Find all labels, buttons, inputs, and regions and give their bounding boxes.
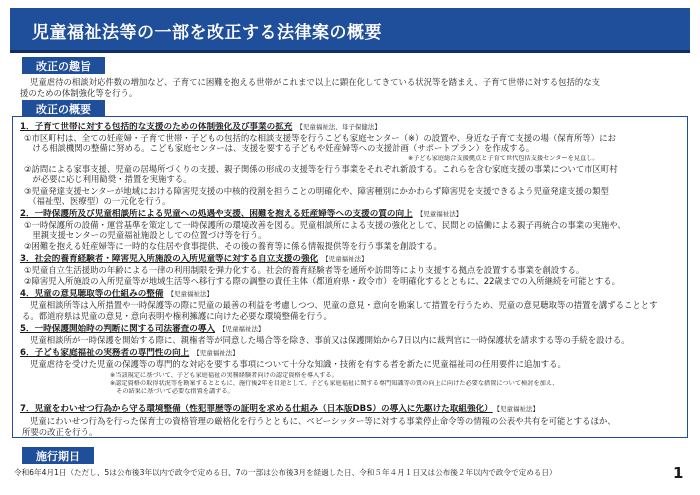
item-4-title: 4．児童の意見聴取等の仕組みの整備 【児童福祉法】	[20, 289, 213, 299]
item-2-line: 里親支援センターの児童福祉施設としての位置づけ等を行う。	[24, 230, 267, 240]
item-3-title: 3．社会的養育経験者・障害児入所施設の入所児童等に対する自立支援の強化 【児童福祉法】	[20, 254, 368, 264]
overview-heading: 改正の概要	[22, 100, 105, 117]
item-6-note: ※認定資格の取得状況等を勘案するとともに、施行後2年を目途として、子ども家庭福祉に関する専門知識等の質の向上に向けた必要な措置について検討を加え、	[110, 380, 559, 387]
item-7-title: 7．児童をわいせつ行為から守る環境整備（性犯罪歴等の証明を求める仕組み（日本版DBS）の導入に先駆けた取組強化） 【児童福祉法】	[20, 404, 539, 414]
purpose-text-line2: 援のための体制強化等を行う。	[20, 88, 138, 98]
item-1-line: が必要に応じ利用勧奨・措置を実施する。	[24, 174, 192, 184]
item-5-title: 5．一時保護開始時の判断に関する司法審査の導入 【児童福祉法】	[20, 324, 265, 334]
item-2-line: ①一時保護所の設備・運営基準を策定して一時保護所の環境改善を図る。児童相談所による支援の強化として、民間との協働による親子再統合の事業の実施や、	[24, 220, 626, 230]
enforcement-heading: 施行期日	[22, 447, 94, 464]
purpose-text-line1: 児童虐待の相談対応件数の増加など、子育てに困難を抱える世帯がこれまで以上に顕在化してきている状況等を踏まえ、子育て世帯に対する包括的な支	[30, 77, 600, 87]
item-6-line: 児童虐待を受けた児童の保護等の専門的な対応を要する事項について十分な知識・技術を有する者を新たに児童福祉司の任用要件に追加する。	[30, 359, 566, 369]
item-1-line: ③児童発達支援センターが地域における障害児支援の中核的役割を担うことの明確化や、障害種別にかかわらず障害児を支援できるよう児童発達支援の類型	[24, 186, 609, 196]
item-1-title: 1．子育て世帯に対する包括的な支援のための体制強化及び事業の拡充 【児童福祉法、母子保健法】	[20, 122, 381, 132]
item-5-line: 児童相談所が一時保護を開始する際に、親権者等が同意した場合等を除き、事前又は保護開始から7日以内に裁判官に一時保護状を請求する等の手続を設ける。	[30, 335, 630, 345]
item-1-note: ※子ども家庭総合支援拠点と子育て世代包括支援センターを見直し。	[408, 155, 599, 162]
item-2-title: 2．一時保護所及び児童相談所による児童への処遇や支援、困難を抱える妊産婦等への支援の質の向上 【児童福祉法】	[20, 209, 463, 219]
item-4-line: 児童相談所等は入所措置や一時保護等の際に児童の最善の利益を考慮しつつ、児童の意見・意向を勘案して措置を行うため、児童の意見聴取等の措置を講ずることとす	[30, 300, 658, 310]
page-title: 児童福祉法等の一部を改正する法律案の概要	[32, 23, 382, 43]
item-1-line: ②訪問による家事支援、児童の居場所づくりの支援、親子関係の形成の支援等を行う事業をそれぞれ新設する。これらを含む家庭支援の事業について市区町村	[24, 164, 618, 174]
item-6-note: ※当該規定に基づいて、子ども家庭福祉の実務経験者向けの認定資格を導入する。	[110, 372, 338, 379]
item-1-line: ける相談機関の整備に努める。こども家庭センターは、支援を要する子どもや妊産婦等への支援計画（サポートプラン）を作成する。	[24, 143, 535, 153]
item-2-line: ②困難を抱える妊産婦等に一時的な住居や食事提供、その後の養育等に係る情報提供等を行う事業を創設する。	[24, 241, 442, 251]
item-7-line: 所要の改正を行う。	[22, 427, 98, 437]
item-7-line: 児童にわいせつ行為を行った保育士の資格管理の厳格化を行うとともに、ベビーシッター等に対する事業停止命令等の情報の公表や共有を可能とするほか、	[30, 416, 616, 426]
item-3-line: ①児童自立生活援助の年齢による一律の利用制限を弾力化する。社会的養育経験者等を通所や訪問等により支援する拠点を設置する事業を創設する。	[24, 265, 585, 275]
item-6-title: 6．子ども家庭福祉の実務者の専門性の向上 【児童福祉法】	[20, 348, 239, 358]
enforcement-text: 令和6年4月1日（ただし、5は公布後3年以内で政令で定める日、7の一部は公布後3月を経過した日、令和５年４月１日又は公布後２年以内で政令で定める日）	[14, 468, 557, 477]
item-6-note: その結果に基づいて必要な措置を講ずる。	[110, 388, 234, 395]
item-1-line: ①市区町村は、全ての妊産婦・子育て世帯・子どもの包括的な相談支援等を行うこども家庭センター（※）の設置や、身近な子育て支援の場（保育所等）にお	[24, 133, 616, 143]
title-bar	[10, 8, 690, 53]
page-number: 1	[673, 464, 684, 482]
purpose-heading: 改正の趣旨	[22, 57, 105, 74]
item-3-line: ②障害児入所施設の入所児童等が地域生活等へ移行する際の調整の責任主体（都道府県・政令市）を明確化するとともに、22歳までの入所継続を可能とする。	[24, 276, 621, 286]
item-1-line: （福祉型、医療型）の一元化を行う。	[24, 196, 171, 206]
item-4-line: る。都道府県は児童の意見・意向表明や権利擁護に向けた必要な環境整備を行う。	[22, 311, 332, 321]
